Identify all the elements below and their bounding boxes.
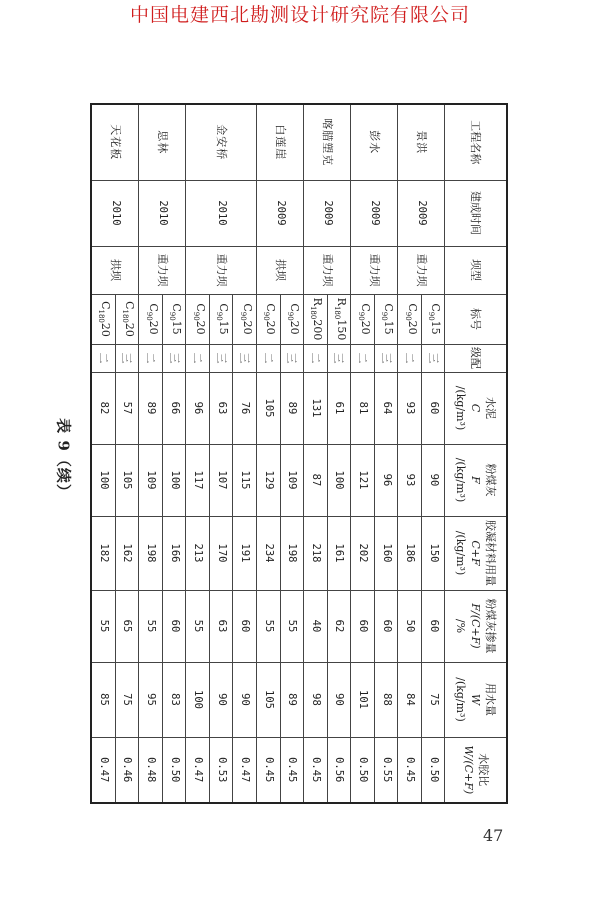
gradation-cell: 二 (257, 344, 281, 372)
grade-strength: 20 (240, 320, 254, 335)
water-cell: 75 (421, 662, 445, 737)
wb-ratio-cell: 0.50 (421, 737, 445, 803)
flyash-ratio-cell: 62 (327, 590, 351, 662)
header-water-line2: W (469, 693, 483, 706)
header-cement (445, 372, 507, 444)
flyash-ratio-cell: 55 (280, 590, 304, 662)
flyash-ratio-cell: 60 (233, 590, 257, 662)
gradation-cell: 二 (398, 344, 422, 372)
project-name: 彭水 (351, 104, 398, 180)
grade-age: 90 (285, 311, 294, 321)
grade-letter: R (311, 297, 325, 306)
header-wb-line2: W/(C+F) (461, 745, 475, 795)
grade-cell (115, 294, 139, 344)
concrete-mix-table (90, 103, 508, 804)
grade-cell (162, 294, 186, 344)
water-cell: 75 (115, 662, 139, 737)
dam-type: 重力坝 (186, 246, 257, 294)
binder-cell: 198 (139, 516, 163, 590)
flyash-ratio-cell: 60 (351, 590, 375, 662)
cement-cell: 61 (327, 372, 351, 444)
grade-strength: 20 (193, 320, 207, 335)
grade-cell (327, 294, 351, 344)
build-year: 2010 (91, 180, 139, 246)
grade-age: 180 (120, 309, 129, 323)
grade-age: 180 (332, 305, 341, 320)
binder-cell: 166 (162, 516, 186, 590)
header-flyash-line3: /(kg/m³) (454, 457, 468, 503)
grade-age: 90 (427, 311, 436, 321)
grade-letter: C (123, 301, 136, 310)
flyash-ratio-cell: 60 (162, 590, 186, 662)
gradation-cell: 三 (209, 344, 233, 372)
header-year: 建成时间 (445, 180, 507, 246)
project-name: 景洪 (398, 104, 445, 180)
flyash-ratio-cell: 65 (115, 590, 139, 662)
grade-age: 90 (215, 311, 224, 321)
build-year: 2010 (186, 180, 257, 246)
water-cell: 90 (209, 662, 233, 737)
table-row (374, 104, 398, 803)
water-cell: 90 (327, 662, 351, 737)
cement-cell: 93 (398, 372, 422, 444)
binder-cell: 162 (115, 516, 139, 590)
header-cement-line3: /(kg/m³) (454, 385, 468, 431)
project-name: 喀腊塑克 (304, 104, 351, 180)
gradation-cell: 三 (162, 344, 186, 372)
gradation-cell: 三 (374, 344, 398, 372)
grade-age: 90 (403, 311, 412, 321)
flyash-ratio-cell: 50 (398, 590, 422, 662)
grade-age: 90 (262, 311, 271, 321)
gradation-cell: 二 (139, 344, 163, 372)
grade-age: 180 (97, 309, 106, 323)
header-dam-type: 坝型 (445, 246, 507, 294)
header-cement-line1: 水泥 (484, 397, 498, 419)
wb-ratio-cell: 0.45 (280, 737, 304, 803)
dam-type: 拱坝 (91, 246, 139, 294)
cement-cell: 63 (209, 372, 233, 444)
grade-strength: 15 (217, 320, 231, 335)
binder-cell: 234 (257, 516, 281, 590)
flyash-cell: 87 (304, 444, 328, 516)
grade-letter: C (429, 303, 443, 312)
cement-cell: 89 (280, 372, 304, 444)
water-cell: 100 (186, 662, 210, 737)
wb-ratio-cell: 0.47 (233, 737, 257, 803)
header-water (445, 662, 507, 737)
grade-cell (209, 294, 233, 344)
header-cement-line2: C (469, 403, 483, 413)
header-wb-ratio (445, 737, 507, 803)
flyash-cell: 100 (327, 444, 351, 516)
cement-cell: 96 (186, 372, 210, 444)
grade-letter: C (170, 303, 184, 312)
grade-strength: 20 (123, 322, 136, 337)
cement-cell: 64 (374, 372, 398, 444)
flyash-ratio-cell: 55 (257, 590, 281, 662)
wb-ratio-cell: 0.45 (304, 737, 328, 803)
flyash-ratio-cell: 63 (209, 590, 233, 662)
grade-letter: C (240, 303, 254, 312)
grade-letter: C (99, 301, 113, 310)
dam-type: 拱坝 (257, 246, 304, 294)
flyash-ratio-cell: 40 (304, 590, 328, 662)
flyash-cell: 96 (374, 444, 398, 516)
cement-cell: 76 (233, 372, 257, 444)
wb-ratio-cell: 0.45 (398, 737, 422, 803)
grade-strength: 20 (405, 320, 419, 335)
grade-letter: C (264, 303, 278, 312)
project-name: 金安桥 (186, 104, 257, 180)
dam-type: 重力坝 (398, 246, 445, 294)
grade-strength: 20 (287, 320, 301, 335)
grade-cell (139, 294, 163, 344)
gradation-cell: 三 (421, 344, 445, 372)
header-flyash-ratio (445, 590, 507, 662)
wb-ratio-cell: 0.53 (209, 737, 233, 803)
header-flyash-line2: F (469, 476, 483, 484)
binder-cell: 150 (421, 516, 445, 590)
grade-letter: C (193, 303, 207, 312)
binder-cell: 186 (398, 516, 422, 590)
grade-letter: C (217, 303, 231, 312)
binder-cell: 160 (374, 516, 398, 590)
dam-type: 重力坝 (304, 246, 351, 294)
flyash-cell: 107 (209, 444, 233, 516)
cement-cell: 131 (304, 372, 328, 444)
binder-cell: 218 (304, 516, 328, 590)
grade-cell (280, 294, 304, 344)
gradation-cell: 三 (233, 344, 257, 372)
dam-type: 重力坝 (351, 246, 398, 294)
company-header: 中国电建西北勘测设计研究院有限公司 (129, 4, 470, 26)
header-water-line3: /(kg/m³) (454, 677, 468, 722)
grade-strength: 15 (382, 320, 396, 335)
flyash-cell: 129 (257, 444, 281, 516)
grade-age: 90 (167, 311, 176, 321)
grade-age: 90 (238, 311, 247, 321)
project-name: 天花板 (91, 104, 139, 180)
flyash-cell: 109 (280, 444, 304, 516)
water-cell: 83 (162, 662, 186, 737)
flyash-ratio-cell: 55 (91, 590, 115, 662)
header-water-line1: 用水量 (484, 683, 498, 716)
grade-letter: C (405, 303, 419, 312)
header-binder-line1: 胶凝材料用量 (484, 520, 498, 586)
binder-cell: 198 (280, 516, 304, 590)
build-year: 2009 (304, 180, 351, 246)
cement-cell: 60 (421, 372, 445, 444)
wb-ratio-cell: 0.50 (162, 737, 186, 803)
grade-age: 180 (309, 305, 318, 320)
binder-cell: 170 (209, 516, 233, 590)
water-cell: 84 (398, 662, 422, 737)
cement-cell: 57 (115, 372, 139, 444)
flyash-cell: 109 (139, 444, 163, 516)
flyash-cell: 121 (351, 444, 375, 516)
binder-cell: 182 (91, 516, 115, 590)
flyash-cell: 90 (421, 444, 445, 516)
grade-strength: 20 (358, 320, 372, 335)
header-binder (445, 516, 507, 590)
flyash-cell: 115 (233, 444, 257, 516)
water-cell: 90 (233, 662, 257, 737)
grade-cell (186, 294, 210, 344)
wb-ratio-cell: 0.55 (374, 737, 398, 803)
grade-letter: R (335, 297, 349, 306)
grade-age: 90 (356, 311, 365, 321)
grade-strength: 20 (99, 322, 113, 337)
header-flyash (445, 444, 507, 516)
build-year: 2009 (351, 180, 398, 246)
gradation-cell: 三 (115, 344, 139, 372)
water-cell: 89 (280, 662, 304, 737)
rotated-table-wrapper (90, 103, 508, 802)
wb-ratio-cell: 0.56 (327, 737, 351, 803)
binder-cell: 213 (186, 516, 210, 590)
cement-cell: 66 (162, 372, 186, 444)
grade-cell (421, 294, 445, 344)
grade-strength: 15 (170, 320, 184, 335)
cement-cell: 89 (139, 372, 163, 444)
grade-strength: 20 (146, 320, 160, 335)
grade-letter: C (287, 303, 301, 312)
build-year: 2009 (398, 180, 445, 246)
grade-strength: 20 (264, 320, 278, 335)
gradation-cell: 二 (351, 344, 375, 372)
header-gradation: 级配 (445, 344, 507, 372)
grade-cell (398, 294, 422, 344)
header-project: 工程名称 (445, 104, 507, 180)
flyash-cell: 117 (186, 444, 210, 516)
water-cell: 101 (351, 662, 375, 737)
wb-ratio-cell: 0.47 (91, 737, 115, 803)
binder-cell: 191 (233, 516, 257, 590)
gradation-cell: 三 (327, 344, 351, 372)
header-binder-line2: C+F (469, 540, 483, 566)
water-cell: 88 (374, 662, 398, 737)
flyash-cell: 105 (115, 444, 139, 516)
water-cell: 105 (257, 662, 281, 737)
table-row (327, 104, 351, 803)
flyash-cell: 100 (91, 444, 115, 516)
flyash-cell: 93 (398, 444, 422, 516)
project-name: 思林 (139, 104, 186, 180)
header-ratio-line2: F/(C+F) (469, 603, 483, 649)
gradation-cell: 二 (91, 344, 115, 372)
grade-strength: 200 (311, 319, 325, 341)
table-row (162, 104, 186, 803)
gradation-cell: 二 (186, 344, 210, 372)
header-flyash-line1: 粉煤灰 (484, 463, 498, 497)
grade-strength: 150 (335, 319, 349, 341)
header-ratio-line1: 粉煤灰掺量 (484, 598, 498, 654)
flyash-ratio-cell: 60 (374, 590, 398, 662)
table-row (233, 104, 257, 803)
water-cell: 95 (139, 662, 163, 737)
build-year: 2009 (257, 180, 304, 246)
build-year: 2010 (139, 180, 186, 246)
grade-cell (233, 294, 257, 344)
cement-cell: 81 (351, 372, 375, 444)
flyash-ratio-cell: 55 (139, 590, 163, 662)
grade-letter: C (146, 303, 160, 312)
page-number: 47 (483, 826, 504, 845)
header-grade: 标号 (445, 294, 507, 344)
flyash-cell: 100 (162, 444, 186, 516)
cement-cell: 105 (257, 372, 281, 444)
grade-age: 90 (191, 311, 200, 321)
wb-ratio-cell: 0.47 (186, 737, 210, 803)
project-name: 白莲崖 (257, 104, 304, 180)
grade-age: 90 (144, 311, 153, 321)
grade-cell (91, 294, 115, 344)
table-caption: 表 9（续） (54, 418, 73, 500)
table-row (280, 104, 304, 803)
water-cell: 98 (304, 662, 328, 737)
wb-ratio-cell: 0.50 (351, 737, 375, 803)
header-binder-line3: /(kg/m³) (454, 530, 468, 576)
grade-cell (304, 294, 328, 344)
grade-cell (351, 294, 375, 344)
table-row (115, 104, 139, 803)
binder-cell: 202 (351, 516, 375, 590)
table-row (421, 104, 445, 803)
grade-letter: C (358, 303, 372, 312)
binder-cell: 161 (327, 516, 351, 590)
grade-letter: C (382, 303, 396, 312)
grade-cell (257, 294, 281, 344)
dam-type: 重力坝 (139, 246, 186, 294)
grade-age: 90 (380, 311, 388, 321)
wb-ratio-cell: 0.48 (139, 737, 163, 803)
flyash-ratio-cell: 60 (421, 590, 445, 662)
grade-cell (374, 294, 398, 344)
header-row (445, 104, 507, 803)
flyash-ratio-cell: 55 (186, 590, 210, 662)
gradation-cell: 二 (304, 344, 328, 372)
header-wb-line1: 水胶比 (476, 753, 490, 787)
wb-ratio-cell: 0.45 (257, 737, 281, 803)
wb-ratio-cell: 0.46 (115, 737, 139, 803)
header-ratio-line3: /% (454, 618, 468, 634)
water-cell: 85 (91, 662, 115, 737)
gradation-cell: 三 (280, 344, 304, 372)
cement-cell: 82 (91, 372, 115, 444)
grade-strength: 15 (429, 320, 443, 335)
